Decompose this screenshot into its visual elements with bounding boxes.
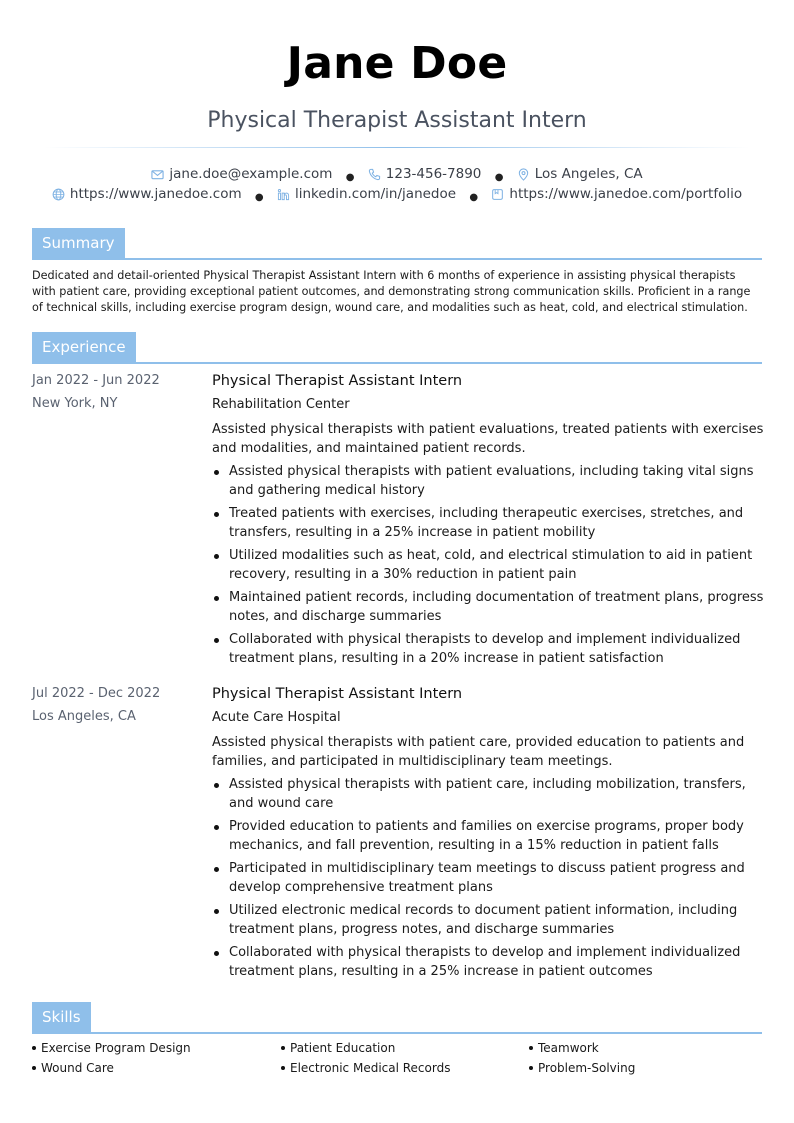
job-description: Assisted physical therapists with patient evaluations, treated patients with exercises and modalities, and maintained patient records.: [212, 422, 764, 456]
globe-icon: [52, 188, 65, 201]
skill-label: Exercise Program Design: [41, 1041, 191, 1055]
email-text: jane.doe@example.com: [169, 166, 333, 182]
bullet-dot: [529, 1066, 533, 1070]
job-title: Physical Therapist Assistant Intern: [207, 108, 587, 133]
contact-separator: ●: [494, 171, 504, 183]
job-bullet: Utilized electronic medical records to document patient information, including treatment plans, progress notes, and discharge summaries: [212, 901, 764, 939]
job-bullet: Treated patients with exercises, including therapeutic exercises, stretches, and transfers, resulting in a 25% increase in patient mobility: [212, 504, 764, 542]
skills-heading: Skills: [32, 1002, 91, 1032]
map-pin-icon: [517, 168, 530, 181]
skill-item: [281, 1041, 395, 1055]
location-text: Los Angeles, CA: [534, 166, 643, 182]
job-company: Rehabilitation Center: [212, 397, 350, 412]
job-location: New York, NY: [32, 396, 118, 411]
job-description: Assisted physical therapists with patient care, provided education to patients and families, and participated in multidisciplinary team meetings.: [212, 735, 745, 769]
contact-location: [517, 166, 643, 182]
header-divider: [44, 147, 750, 148]
skill-label: Electronic Medical Records: [290, 1061, 451, 1075]
linkedin-text: linkedin.com/in/janedoe: [294, 186, 457, 202]
portfolio-text: https://www.janedoe.com/portfolio: [509, 186, 743, 202]
contact-website[interactable]: [52, 186, 242, 202]
skill-item: [281, 1061, 450, 1075]
job-company: Acute Care Hospital: [212, 710, 341, 725]
contact-linkedin[interactable]: [277, 186, 456, 202]
skill-label: Wound Care: [41, 1061, 114, 1075]
job-role: Physical Therapist Assistant Intern: [212, 686, 463, 702]
skill-item: [32, 1041, 191, 1055]
job-bullet: Maintained patient records, including documentation of treatment plans, progress notes, and discharge summaries: [212, 588, 764, 626]
contact-row-secondary: [0, 186, 794, 205]
job-location: Los Angeles, CA: [32, 709, 136, 724]
contact-separator: ●: [345, 171, 355, 183]
job-bullet: Collaborated with physical therapists to develop and implement individualized treatment plans, resulting in a 25% increase in patient outcomes: [212, 943, 764, 981]
job-role: Physical Therapist Assistant Intern: [212, 373, 463, 389]
candidate-name: Jane Doe: [286, 38, 508, 89]
job-bullet-list: [212, 462, 764, 668]
envelope-icon: [151, 168, 164, 181]
skill-label: Teamwork: [538, 1041, 599, 1055]
portfolio-icon: [491, 188, 504, 201]
contact-row-primary: [0, 166, 794, 185]
job-bullet: Assisted physical therapists with patient evaluations, including taking vital signs and gathering medical history: [212, 462, 764, 500]
experience-heading: Experience: [32, 332, 136, 362]
contact-portfolio[interactable]: [491, 186, 742, 202]
phone-icon: [368, 168, 381, 181]
job-bullet-list: [212, 775, 764, 981]
job-bullet: Assisted physical therapists with patient care, including mobilization, transfers, and wound care: [212, 775, 764, 813]
summary-section-header: [32, 228, 762, 260]
bullet-dot: [281, 1066, 285, 1070]
bullet-dot: [32, 1046, 36, 1050]
summary-text: Dedicated and detail-oriented Physical Therapist Assistant Intern with 6 months of experience in assisting physical therapists with patient care, providing exceptional patient outcomes, and demonstrating strong communication skills. Proficient in a range of technical skills, including exercise program design, wound care, and modalities such as heat, cold, and electrical stimulation.: [32, 269, 751, 314]
job-bullet: Collaborated with physical therapists to develop and implement individualized treatment plans, resulting in a 20% increase in patient satisfaction: [212, 630, 764, 668]
skill-item: [32, 1061, 114, 1075]
skill-item: [529, 1041, 599, 1055]
contact-email[interactable]: [151, 166, 332, 182]
job-date: Jan 2022 - Jun 2022: [32, 373, 160, 388]
bullet-dot: [281, 1046, 285, 1050]
contact-separator: ●: [254, 191, 264, 203]
linkedin-icon: [277, 188, 290, 201]
skill-label: Problem-Solving: [538, 1061, 636, 1075]
experience-section-header: [32, 332, 762, 364]
bullet-dot: [529, 1046, 533, 1050]
bullet-dot: [32, 1066, 36, 1070]
website-text: https://www.janedoe.com: [69, 186, 242, 202]
job-bullet: Participated in multidisciplinary team meetings to discuss patient progress and develop comprehensive treatment plans: [212, 859, 764, 897]
job-bullet: Provided education to patients and families on exercise programs, proper body mechanics, and fall prevention, resulting in a 15% reduction in patient falls: [212, 817, 764, 855]
skill-item: [529, 1061, 635, 1075]
job-bullet: Utilized modalities such as heat, cold, and electrical stimulation to aid in patient recovery, resulting in a 30% reduction in patient pain: [212, 546, 764, 584]
contact-phone[interactable]: [368, 166, 482, 182]
skill-label: Patient Education: [290, 1041, 396, 1055]
job-date: Jul 2022 - Dec 2022: [32, 686, 161, 701]
phone-text: 123-456-7890: [385, 166, 482, 182]
summary-heading: Summary: [32, 228, 125, 258]
skills-section-header: [32, 1002, 762, 1034]
contact-separator: ●: [469, 191, 479, 203]
